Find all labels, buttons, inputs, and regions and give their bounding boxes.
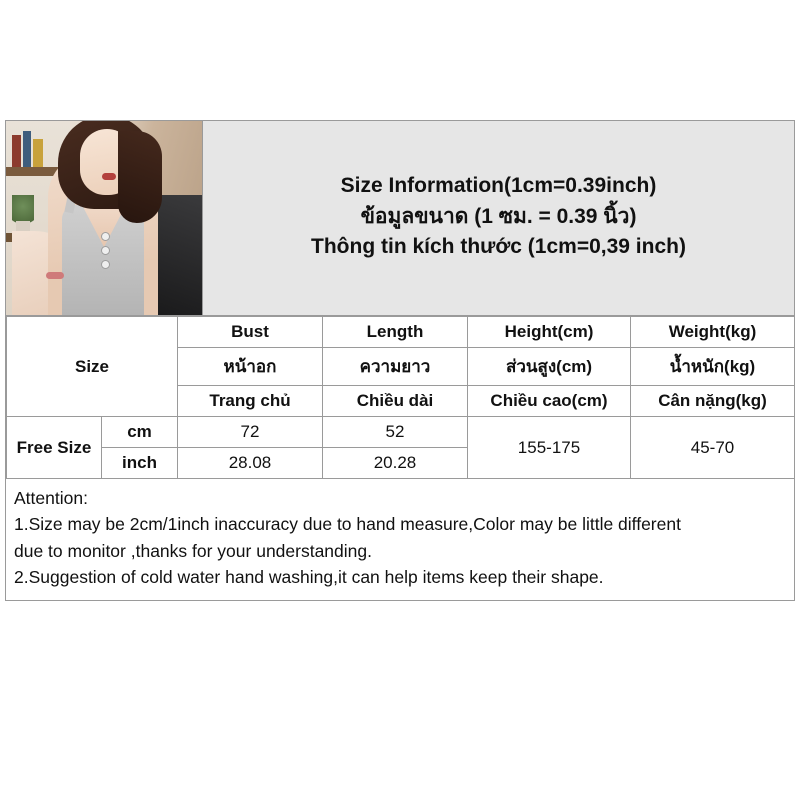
weight-range-value: 45-70 xyxy=(631,417,795,479)
table-row-headers-en xyxy=(7,317,795,348)
title-line-thai: ข้อมูลขนาด (1 ซม. = 0.39 นิ้ว) xyxy=(360,204,637,228)
photo-book-blue xyxy=(23,131,31,167)
size-chart-sheet xyxy=(5,120,795,601)
header-length-en: Length xyxy=(323,317,468,348)
photo-button-2 xyxy=(102,247,109,254)
header-length-vi: Chiều dài xyxy=(323,386,468,417)
photo-book-red xyxy=(12,135,21,167)
header-bust-vi: Trang chủ xyxy=(178,386,323,417)
photo-bracelet xyxy=(46,272,64,279)
photo-button-3 xyxy=(102,261,109,268)
unit-inch: inch xyxy=(102,448,178,479)
title-line-vietnamese: Thông tin kích thước (1cm=0,39 inch) xyxy=(311,235,686,259)
title-line-english: Size Information(1cm=0.39inch) xyxy=(340,174,657,198)
size-label-cell: Size xyxy=(7,317,178,417)
header-height-en: Height(cm) xyxy=(468,317,631,348)
attention-line-3: 2.Suggestion of cold water hand washing,it can help items keep their shape. xyxy=(14,566,604,587)
bust-inch-value: 28.08 xyxy=(178,448,323,479)
header-bust-th: หน้าอก xyxy=(178,348,323,386)
header-bust-en: Bust xyxy=(178,317,323,348)
row-label-free-size: Free Size xyxy=(7,417,102,479)
table-row-cm xyxy=(7,417,795,448)
header-length-th: ความยาว xyxy=(323,348,468,386)
size-table xyxy=(6,316,795,479)
attention-block xyxy=(6,479,794,600)
photo-book-yellow xyxy=(33,139,43,167)
model-photo xyxy=(6,121,203,315)
header-height-th: ส่วนสูง(cm) xyxy=(468,348,631,386)
header-height-vi: Chiều cao(cm) xyxy=(468,386,631,417)
header-weight-th: น้ำหนัก(kg) xyxy=(631,348,795,386)
header-weight-vi: Cân nặng(kg) xyxy=(631,386,795,417)
length-cm-value: 52 xyxy=(323,417,468,448)
bust-cm-value: 72 xyxy=(178,417,323,448)
title-block xyxy=(203,121,794,315)
length-inch-value: 20.28 xyxy=(323,448,468,479)
height-range-value: 155-175 xyxy=(468,417,631,479)
photo-button-1 xyxy=(102,233,109,240)
photo-lips xyxy=(102,173,116,180)
unit-cm: cm xyxy=(102,417,178,448)
header-weight-en: Weight(kg) xyxy=(631,317,795,348)
attention-line-2: due to monitor ,thanks for your understanding. xyxy=(14,540,372,561)
attention-heading: Attention: xyxy=(14,488,88,508)
attention-line-1: 1.Size may be 2cm/1inch inaccuracy due to hand measure,Color may be little different xyxy=(14,514,681,535)
photo-hair-side xyxy=(118,131,162,223)
header-block xyxy=(6,121,794,316)
